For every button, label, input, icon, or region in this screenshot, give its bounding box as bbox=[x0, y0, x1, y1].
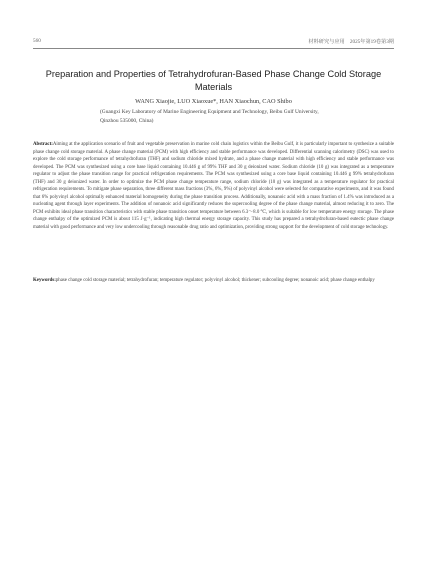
keywords-text: phase change cold storage material; tetrahydrofuran; temperature regulator; polyvinyl alcohol; thickener; subcooling degree; nonanoic acid; phase change enthalpy bbox=[55, 278, 375, 283]
abstract-text: Aiming at the application scenario of fruit and vegetable preservation in marine cold chain logistics within the Beibu Gulf, it is particularly important to synthesize a suitable phase change cold storage material. A phase change material (PCM) with high efficiency and stable performance was developed. Differential scanning calorimetry (DSC) was used to explore the cold storage performance of tetrahydrofuran (THF) and sodium chloride mixed hydrate, and a phase change material with high efficiency and stable performance was developed. The PCM was synthesized using a core base liquid containing 10.446 g of 99% THF and 30 g deionized water. Sodium chloride (10 g) was integrated as a temperature regulator to adjust the phase transition range for practical refrigeration requirements. The PCM was synthesized using a core base liquid containing 10.446 g 99% tetrahydrofuran (THF) and 30 g deionized water. In order to optimize the PCM phase change temperature range, sodium chloride (10 g) was integrated as a temperature regulator for practical refrigeration requirements. To mitigate phase separation, three different mass fractions (3%, 6%, 9%) of polyvinyl alcohol were selected for comparative experiments, and it was found that 6% polyvinyl alcohol optimally enhanced material homogeneity during the phase transition process. Additionally, nonanoic acid with a mass fraction of 1.4% was introduced as a nucleating agent through layer experiments. The addition of nonanoic acid significantly reduces the supercooling degree of the phase change material, almost reducing it to zero. The PCM exhibits ideal phase transition characteristics with stable phase transition onset temperature between 6.3～8.0 ℃, which is suitable for low temperature energy storage. The phase change enthalpy of the optimized PCM is about 115 J·g⁻¹, indicating high thermal energy storage capacity. This study has prepared a tetrahydrofuran-based eutectic phase change material with good performance and very low undercooling through reasonable drug ratio and optimization, providing strong support for the development of cold storage technology. bbox=[33, 142, 394, 231]
running-header bbox=[33, 38, 394, 45]
affiliation: (Guangxi Key Laboratory of Marine Engineering Equipment and Technology, Beibu Gulf University, Qinzhou 535000, China) bbox=[100, 109, 319, 124]
header-rule bbox=[33, 48, 394, 49]
abstract bbox=[33, 141, 394, 232]
keywords bbox=[33, 277, 394, 285]
abstract-label: Abstract: bbox=[33, 142, 53, 147]
page-number: 560 bbox=[33, 38, 41, 44]
author-list: WANG Xiaojie, LUO Xiaoxue*, HAN Xiaochun, CAO Shibo bbox=[135, 98, 292, 105]
paper-title: Preparation and Properties of Tetrahydrofuran-Based Phase Change Cold Storage Materials bbox=[45, 69, 382, 92]
keywords-label: Keywords: bbox=[33, 278, 56, 283]
journal-name: 材料研究与应用 2025年第19卷第3期 bbox=[308, 39, 394, 45]
